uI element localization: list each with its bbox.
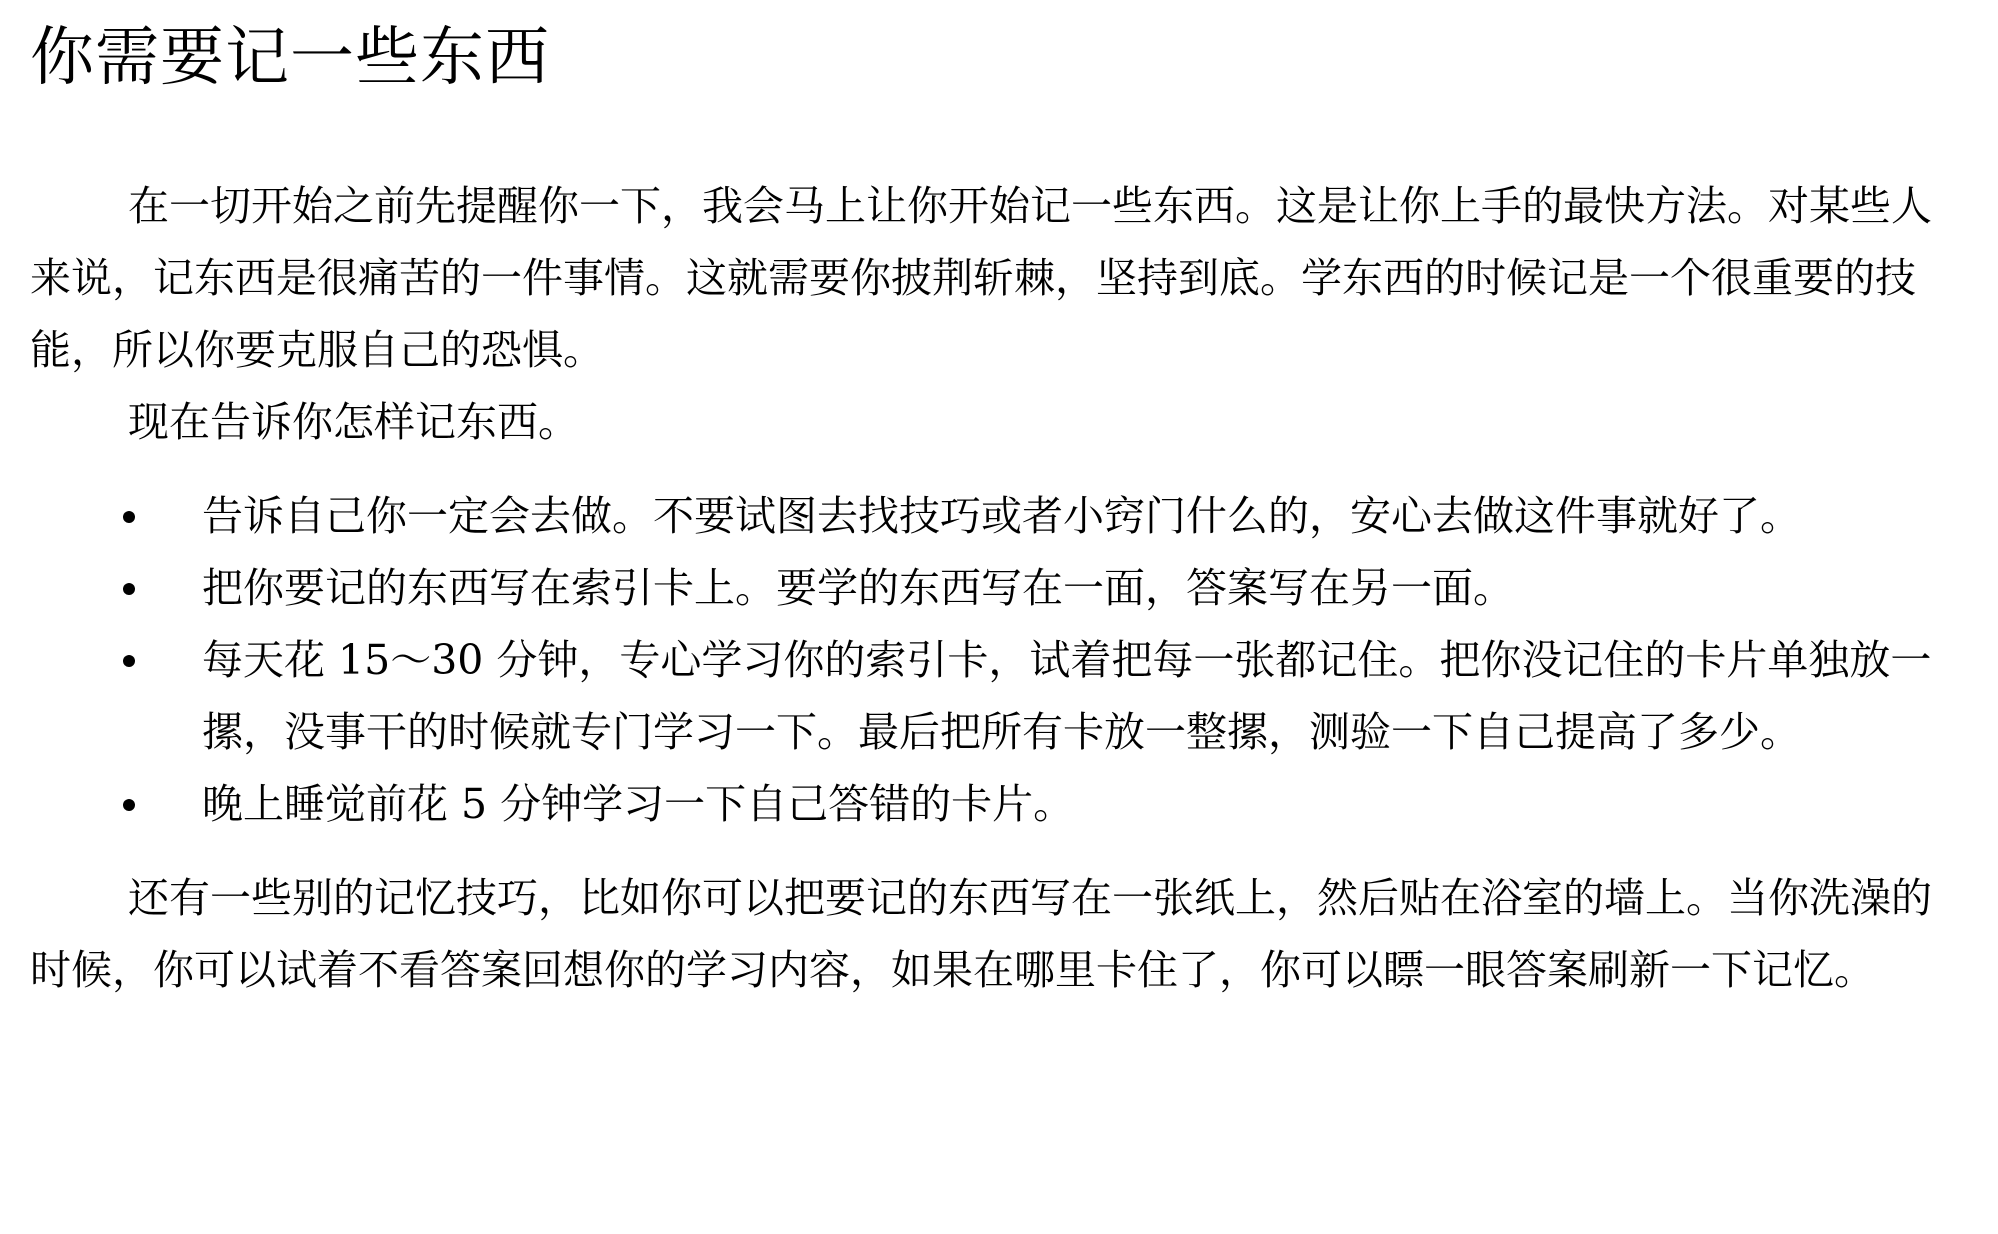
memory-tips-paragraph: 还有一些别的记忆技巧，比如你可以把要记的东西写在一张纸上，然后贴在浴室的墙上。当你洗澡的时候，你可以试着不看答案回想你的学习内容，如果在哪里卡住了，你可以瞟一眼答案刷新一下记忆。	[30, 874, 1932, 994]
list-item-text: 每天花 15～30 分钟，专心学习你的索引卡，试着把每一张都记住。把你没记住的卡片单独放一摞，没事干的时候就专门学习一下。最后把所有卡放一整摞，测验一下自己提高了多少。	[202, 636, 1932, 756]
list-item	[30, 552, 1960, 624]
bullet-icon	[123, 583, 135, 595]
bullet-icon	[123, 655, 135, 667]
list-item	[30, 624, 1960, 768]
intro-paragraph: 在一切开始之前先提醒你一下，我会马上让你开始记一些东西。这是让你上手的最快方法。对某些人来说，记东西是很痛苦的一件事情。这就需要你披荆斩棘，坚持到底。学东西的时候记是一个很重要的技能，所以你要克服自己的恐惧。	[30, 182, 1932, 374]
section-spacer	[30, 840, 1960, 862]
list-item	[30, 768, 1960, 840]
section-spacer	[30, 458, 1960, 480]
memorization-steps-list	[30, 480, 1960, 840]
bullet-icon	[123, 799, 135, 811]
list-item	[30, 480, 1960, 552]
bullet-icon	[123, 511, 135, 523]
list-item-text: 告诉自己你一定会去做。不要试图去找技巧或者小窍门什么的，安心去做这件事就好了。	[202, 492, 1801, 540]
page-title: 你需要记一些东西	[30, 21, 550, 95]
instruction-paragraph: 现在告诉你怎样记东西。	[128, 398, 579, 446]
list-item-text: 晚上睡觉前花 5 分钟学习一下自己答错的卡片。	[202, 780, 1075, 828]
list-item-text: 把你要记的东西写在索引卡上。要学的东西写在一面，答案写在另一面。	[202, 564, 1514, 612]
document-body	[30, 170, 1960, 1006]
